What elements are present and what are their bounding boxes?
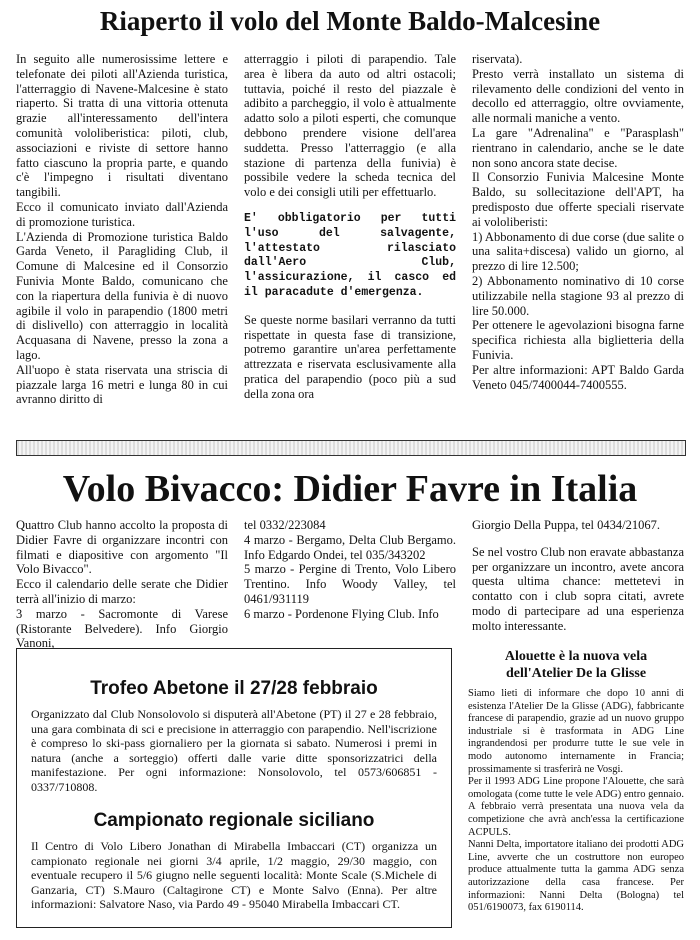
paragraph: 6 marzo - Pordenone Flying Club. Info bbox=[244, 606, 439, 621]
article2-column-1 bbox=[16, 518, 228, 651]
article1-title: Riaperto il volo del Monte Baldo-Malcesine bbox=[99, 6, 601, 36]
box-text-campionato: Il Centro di Volo Libero Jonathan di Mirabella Imbaccari (CT) organizza un campionato regionale nei giorni 3/4 aprile, 1/2 maggio, 29/30 maggio, con eventuale recupero il 5/6 giugno nelle seguenti località: Monte Scale (S.Michele di Ganzaria, CT) S.Mauro (Caltagirone CT) e Monte Salvo (Enna). Per altre informazioni: Salvatore Naso, via Pardo 49 - 95040 Mirabella Imbaccari CT. bbox=[31, 839, 437, 912]
paragraph: Se nel vostro Club non eravate abbastanza per organizzare un incontro, avete ancora questa ultima chance: mettetevi in contatto con i club sopra citati, avrete modo di partecipare ad una esperienza molto interessante. bbox=[472, 544, 684, 633]
section-divider bbox=[16, 440, 686, 456]
paragraph: Ecco il calendario delle serate che Didier terrà all'inizio di marzo: bbox=[16, 577, 228, 606]
paragraph: 3 marzo - Sacromonte di Varese (Ristorante Belvedere). Info Giorgio Vanoni, bbox=[16, 606, 228, 651]
box-title-trofeo: Trofeo Abetone il 27/28 febbraio bbox=[90, 678, 378, 699]
paragraph: Per altre informazioni: APT Baldo Garda Veneto 045/7400044-7400555. bbox=[472, 362, 684, 392]
paragraph: Nanni Delta, importatore italiano dei prodotti ADG Line, avverte che un costruttore non europeo produce attualmente tutta la gamma ADG senza autorizzazione della casa francese. Per informazioni: Nanni Delta (Bologna) tel 051/6190073, fax 6190114. bbox=[468, 839, 684, 914]
bold-notice: E' obbligatorio per tutti l'uso del salvagente, l'attestato rilasciato dall'Aero Club, l'assicurazione, il casco ed il paracadute d'emergenza. bbox=[244, 211, 456, 299]
paragraph: riservata). bbox=[472, 52, 523, 66]
paragraph: Ecco il comunicato inviato dall'Azienda di promozione turistica. bbox=[16, 199, 228, 229]
paragraph: Il Consorzio Funivia Malcesine Monte Baldo, su sollecitazione dell'APT, ha predisposto due offerte speciali riservate ai vololiberisti: bbox=[472, 170, 684, 229]
box-text-trofeo: Organizzato dal Club Nonsolovolo si disputerà all'Abetone (PT) il 27 e 28 febbraio, una gara combinata di sci e precisione in atterraggio con parapendio. Nell'iscrizione è compreso lo ski-pass giornaliero per la giornata si sabato. Numerosi i premi in natura (anche a sorteggio) offerti dalle varie ditte sponsorizzatrici della manifestazione. Per ogni informazione: Nonsolovolo, tel 0573/606851 - 0337/710808. bbox=[31, 707, 437, 794]
paragraph: 1) Abbonamento di due corse (due salite o una salita+discesa) valido un giorno, al prezzo di lire 12.500; bbox=[472, 229, 684, 274]
article2-column-2 bbox=[244, 518, 456, 622]
paragraph: 5 marzo - Pergine di Trento, Volo Libero Trentino. Info Woody Valley, tel 0461/931119 bbox=[244, 562, 456, 606]
paragraph: 4 marzo - Bergamo, Delta Club Bergamo. Info Edgardo Ondei, tel 035/343202 bbox=[244, 532, 456, 562]
paragraph: Siamo lieti di informare che dopo 10 anni di esistenza l'Atelier De la Glisse (ADG), fabbricante francese di parapendio, grazie ad un nuovo gruppo industriale si è trasformata in ADG Line ingrandendosi per produrre tutte le sue vele in modo autonomo internamente in Francia; prossimamente si trasferirà ne Vosgi. bbox=[468, 688, 684, 775]
paragraph: Presto verrà installato un sistema di rilevamento delle condizioni del vento in decollo ed atterraggio, oltre ovviamente, alle normali maniche a vento. bbox=[472, 66, 684, 126]
paragraph: Per ottenere le agevolazioni bisogna farne specifica richiesta alla biglietteria della Funivia. bbox=[472, 318, 684, 362]
article2-column-3 bbox=[472, 518, 684, 634]
paragraph: Giorgio Della Puppa, tel 0434/21067. bbox=[472, 518, 660, 532]
article2-title: Volo Bivacco: Didier Favre in Italia bbox=[62, 468, 638, 510]
paragraph: Se queste norme basilari verranno da tutti rispettate in questa fase di transizione, potremo garantire un'area perfettamente attrezzata e riservata esclusivamente alla pratica del parapendio (poco più a sud della zona ora bbox=[244, 312, 456, 401]
paragraph: Per il 1993 ADG Line propone l'Alouette, che sarà omologata (come tutte le vele ADG) entro gennaio. A febbraio verrà presentata una nuova vela da competizione che avrà anch'essa la certificazione ACPULS. bbox=[468, 776, 684, 838]
news-box bbox=[16, 648, 452, 928]
paragraph: All'uopo è stata riservata una striscia di piazzale larga 16 metri e lunga 80 in cui avranno diritto di bbox=[16, 362, 228, 407]
article1-column-2 bbox=[244, 52, 456, 402]
paragraph: atterraggio i piloti di parapendio. Tale area è libera da auto od altri ostacoli; tuttavia, poiché il resto del piazzale è adibito a parcheggio, il volo è attualmente adatto solo a piloti esperti, che comunque debbono prendere visione dell'area suddetta. Presso l'atterraggio (e alla stazione di partenza della funivia) è possibile vedere la scheda tecnica del volo e dei consigli utili per effettuarlo. bbox=[244, 52, 456, 200]
paragraph: tel 0332/223084 bbox=[244, 518, 326, 532]
paragraph: Quattro Club hanno accolto la proposta di Didier Favre di organizzare incontri con filmati e diapositive con argomento "Il Volo Bivacco". bbox=[16, 518, 228, 577]
sidebar-title: Alouette è la nuova vela dell'Atelier De la Glisse bbox=[504, 649, 648, 681]
paragraph: L'Azienda di Promozione turistica Baldo Garda Veneto, il Paragliding Club, il Comune di Malcesine ed il Consorzio Funivia Monte Baldo, comunicano che con la riapertura della funivia è di nuovo agibile il volo in parapendio (1800 metri di dislivello) con atterraggio in località Acquasana di Navene, presso la zona a lago. bbox=[16, 229, 228, 362]
box-title-campionato: Campionato regionale siciliano bbox=[93, 810, 375, 831]
paragraph: La gare "Adrenalina" e "Parasplash" rientrano in calendario, anche se le date non sono ancora state decise. bbox=[472, 125, 684, 170]
sidebar-article bbox=[468, 648, 684, 915]
article1-column-3 bbox=[472, 52, 684, 392]
article1-column-1 bbox=[16, 52, 228, 407]
sidebar-body bbox=[468, 688, 684, 915]
paragraph: 2) Abbonamento nominativo di 10 corse utilizzabile nella stagione 93 al prezzo di lire 50.000. bbox=[472, 273, 684, 318]
paragraph: In seguito alle numerosissime lettere e telefonate dei piloti all'Azienda turistica, l'atterraggio di Navene-Malcesine è stato riaperto. Si tratta di una vittoria ottenuta grazie all'interessamento dell'intera comunità vololiberistica: piloti, club, associazioni e riviste di settore hanno fatto ciascuno la propria parte, e quando c'è l'impegno i risultati diventano tangibili. bbox=[16, 52, 228, 200]
